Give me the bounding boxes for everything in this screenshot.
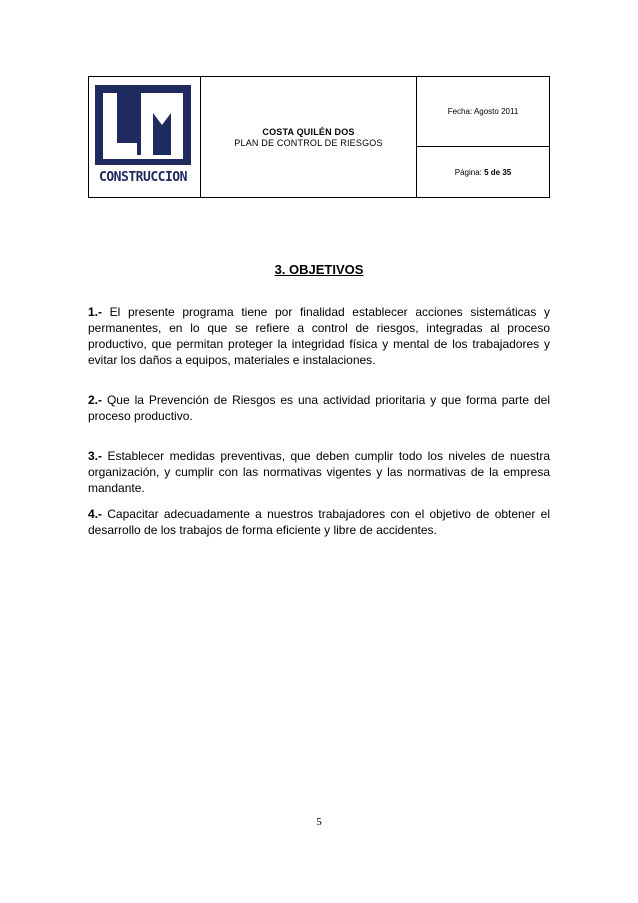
title-cell xyxy=(201,77,417,197)
company-logo xyxy=(95,85,191,191)
page-cell xyxy=(417,147,549,197)
logo-cell xyxy=(89,77,201,197)
document-date: Fecha: Agosto 2011 xyxy=(447,107,519,116)
footer-page-number: 5 xyxy=(316,816,322,828)
document-title: COSTA QUILÉN DOS xyxy=(262,126,355,137)
objective-item: 1.- El presente programa tiene por finalidad establecer acciones sistemáticas y permanentes, en lo que se refiere a control de riesgos, integradas al proceso productivo, que permitan proteger la integridad física y mental de los trabajadores y evitar los daños a equipos, materiales e instalaciones. xyxy=(88,305,550,367)
document-subtitle: PLAN DE CONTROL DE RIESGOS xyxy=(234,137,383,148)
objective-item: 4.- Capacitar adecuadamente a nuestros trabajadores con el objetivo de obtener el desarrollo de los trabajos de forma eficiente y libre de accidentes. xyxy=(88,507,550,537)
page-value: 5 de 35 xyxy=(484,167,512,177)
objective-item: 3.- Establecer medidas preventivas, que deben cumplir todo los niveles de nuestra organización, y cumplir con las normativas vigentes y las normativas de la empresa mandante. xyxy=(88,449,550,495)
date-cell xyxy=(417,77,549,147)
page-label: Página: xyxy=(454,167,482,177)
document-header xyxy=(88,76,550,198)
objective-item: 2.- Que la Prevención de Riesgos es una actividad prioritaria y que forma parte del proceso productivo. xyxy=(88,393,550,423)
section-title: 3. OBJETIVOS xyxy=(274,262,364,277)
logo-wordmark: CONSTRUCCION xyxy=(95,165,191,189)
lm-logo-mark xyxy=(95,85,191,165)
